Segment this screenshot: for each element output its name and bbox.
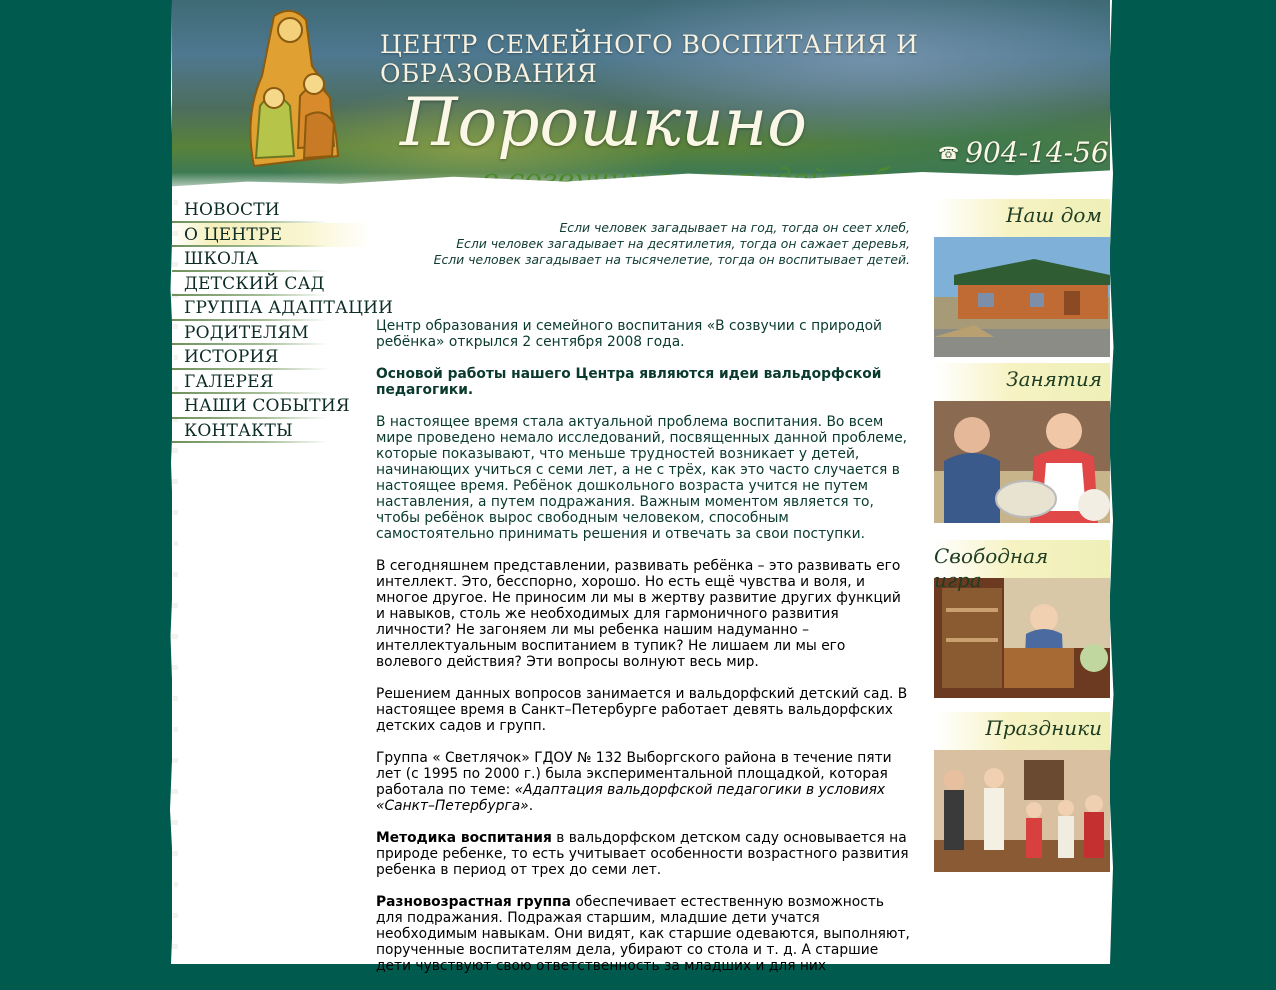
family-logo-illustration[interactable] [234,6,352,172]
italic-text: «Адаптация вальдорфской педагогики в условиях «Санкт–Петербурга» [376,782,886,814]
nav-item-label: ГАЛЕРЕЯ [184,371,274,392]
paragraph: В настоящее время стала актуальной проблема воспитания. Во всем мире проведено немало исследований, посвященных данной проблеме, которые показывают, что меньше трудностей возникает у детей, начинающих учиться с семи лет, а не с трёх, как это часто случается в настоящее время. Ребёнок дошкольного возраста учится не путем наставления, а путем подражания. Важным моментом является то, чтобы ребёнок вырос свободным человеком, способным самостоятельно принимать решения и отвечать за свои поступки. [376,414,908,542]
paragraph [376,750,910,814]
header-banner [172,0,1110,196]
card-title [934,199,1110,237]
card-title [934,712,1110,750]
nav-item-parents[interactable] [172,321,372,346]
card-title-text: Праздники [985,716,1102,740]
nav-item-school[interactable] [172,247,372,272]
nav-item-label: ШКОЛА [184,249,259,269]
nav-item-gallery[interactable] [172,370,372,395]
paragraph-bold [376,366,910,398]
article-body [376,318,910,974]
paragraph [376,894,910,974]
nav-item-adaptation-group[interactable] [172,296,394,321]
sidebar-card-lessons[interactable] [934,363,1110,523]
paragraph-text: в вальдорфском детском саду основывается на природе ребенке, то есть учитывает особенности возрастного развития ребенка в период от трех до семи лет. [376,830,909,878]
nav-item-kindergarten[interactable] [172,272,372,297]
nav-item-label: ИСТОРИЯ [184,347,279,367]
card-title [934,363,1110,401]
bold-text: Разновозрастная группа [376,894,571,910]
card-title-text: Занятия [1006,367,1102,391]
sidebar-card-home[interactable] [934,199,1110,357]
nav-item-events[interactable] [172,394,372,419]
paragraph: Решением данных вопросов занимается и вальдорфский детский сад. В настоящее время в Санкт–Петербурге работает девять вальдорфских детских садов и групп. [376,686,908,734]
card-title-text: Свободная игра [934,544,1049,592]
site-brand-title[interactable]: Порошкино [400,84,807,161]
sidebar-card-free-play[interactable] [934,540,1110,698]
holidays-photo[interactable] [934,750,1110,872]
nav-divider [172,441,328,443]
paragraph [376,830,910,878]
nav-item-label: ГРУППА АДАПТАЦИИ [184,298,394,318]
card-title [934,540,1110,592]
main-content [376,220,910,990]
epigraph-quote [376,220,910,268]
house-photo[interactable] [934,237,1110,357]
bold-text: Методика воспитания [376,830,552,846]
free-play-photo[interactable] [934,578,1110,698]
bold-text: Основой работы нашего Центра являются идеи вальдорфской педагогики. [376,366,882,398]
paragraph-text: . [528,798,534,814]
paragraph: В сегодняшнем представлении, развивать ребёнка – это развивать его интеллект. Это, бесспорно, хорошо. Но есть ещё чувства и воля, и многое другое. Не приносим ли мы в жертву развитие других функций и навыков, столь же необходимых для гармоничного развития личности? Не загоняем ли мы ребенка нашим надуманно – интеллектуальным воспитанием в тупик? Не лишаем ли мы его волевого действия? Эти вопросы волнуют весь мир. [376,558,901,670]
nav-item-contacts[interactable] [172,419,372,444]
quote-line: Если человек загадывает на десятилетия, тогда он сажает деревья, [456,236,910,251]
paragraph-text: обеспечивает естественную возможность для подражания. Подражая старшим, младшие дети учатся необходимым навыкам. Они видят, как старшие одеваются, выполняют, порученные воспитателям дела, убирают со стола и т. д. А старшие дети чувствуют свою ответственность за младших и для них [376,894,910,974]
phone-number-text: 904-14-56 [965,136,1109,169]
card-title-text: Наш дом [1006,203,1102,227]
nav-item-label: КОНТАКТЫ [184,420,293,441]
quote-line: Если человек загадывает на год, тогда он сеет хлеб, [559,220,910,235]
paragraph: Центр образования и семейного воспитания «В созвучии с природой ребёнка» открылся 2 сентября 2008 года. [376,318,883,350]
main-nav [172,198,394,443]
nav-item-label: О ЦЕНТРЕ [184,224,283,245]
nav-item-label: НАШИ СОБЫТИЯ [184,396,350,416]
nav-item-about[interactable] [172,223,372,248]
nav-item-label: РОДИТЕЛЯМ [184,322,309,343]
paragraph-text: Группа « Светлячок» ГДОУ № 132 Выборгского района в течение пяти лет (с 1995 по 2000 г.) была экспериментальной площадкой, которая работала по теме: [376,750,892,798]
lessons-photo[interactable] [934,401,1110,523]
sidebar-card-holidays[interactable] [934,712,1110,872]
phone-number [938,136,1109,169]
center-title: ЦЕНТР СЕМЕЙНОГО ВОСПИТАНИЯ И ОБРАЗОВАНИЯ [380,30,919,88]
nav-item-history[interactable] [172,345,372,370]
telephone-icon: ☎ [938,144,960,164]
nav-item-label: ДЕТСКИЙ САД [184,273,325,294]
nav-item-label: НОВОСТИ [184,200,280,220]
nav-item-news[interactable] [172,198,372,223]
quote-line: Если человек загадывает на тысячелетие, тогда он воспитывает детей. [433,252,910,267]
page [172,0,1110,974]
